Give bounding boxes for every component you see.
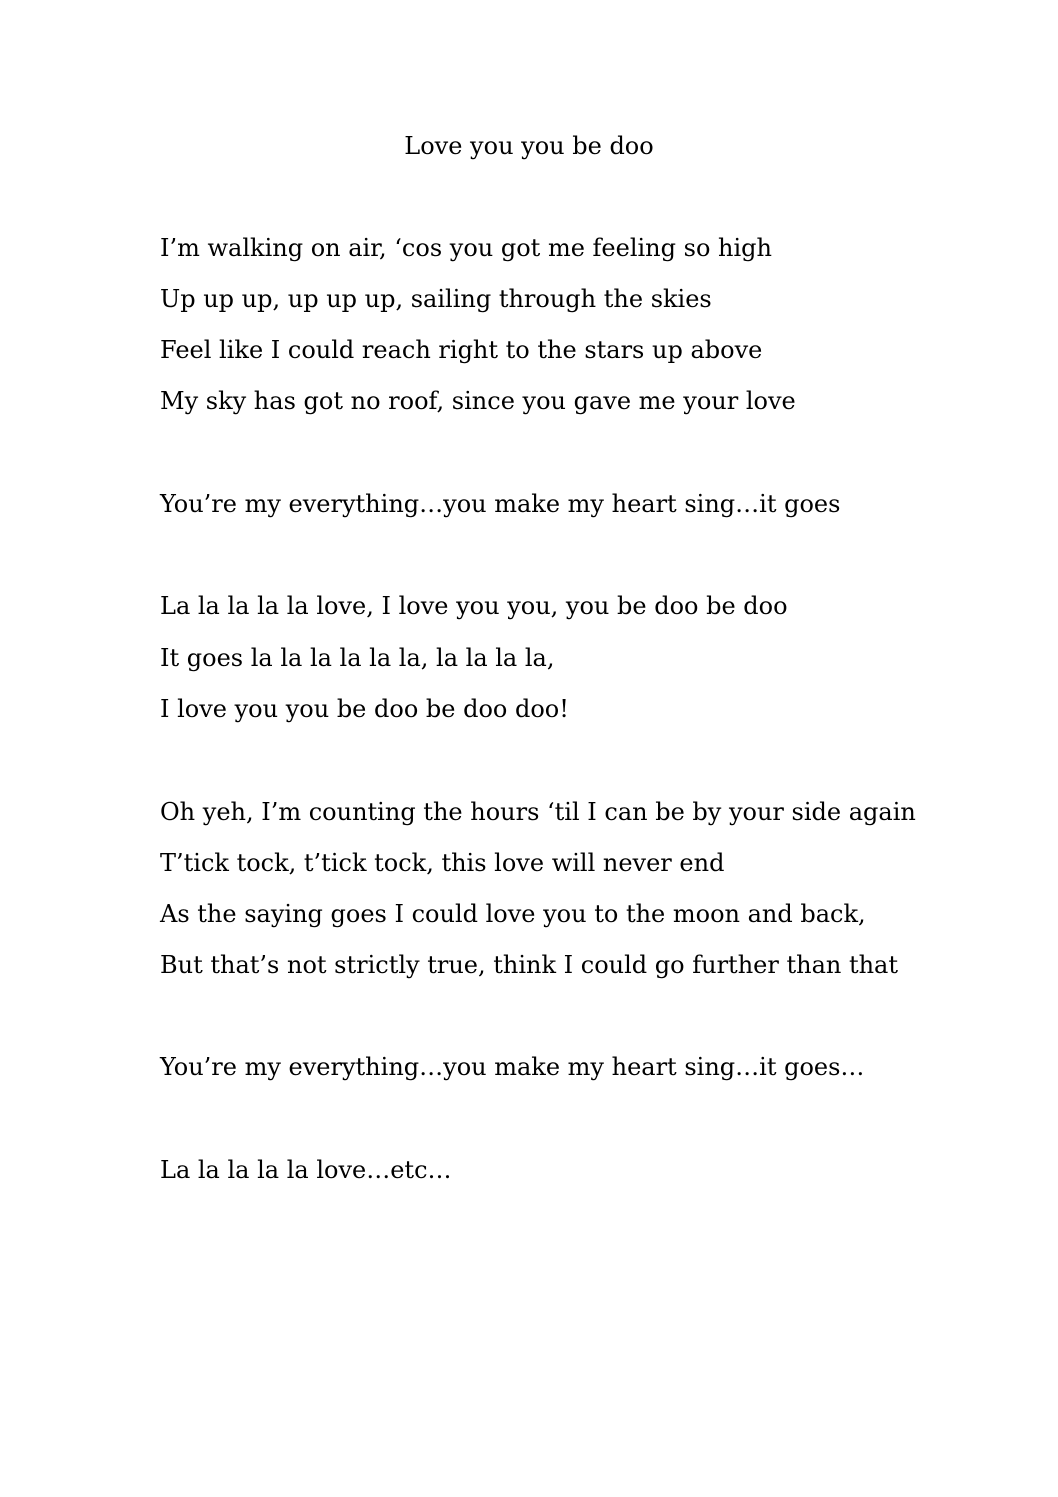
lyric-line: I’m walking on air, ‘cos you got me feeling so high bbox=[160, 234, 772, 262]
lyric-line: Oh yeh, I’m counting the hours ‘til I can be by your side again bbox=[160, 798, 916, 826]
lyric-line: T’tick tock, t’tick tock, this love will never end bbox=[160, 849, 725, 877]
lyric-line: Up up up, up up up, sailing through the skies bbox=[160, 285, 712, 313]
lyric-line: You’re my everything…you make my heart sing…it goes bbox=[160, 490, 841, 518]
lyric-line: It goes la la la la la la, la la la la, bbox=[160, 644, 555, 672]
lyric-line: You’re my everything…you make my heart sing…it goes… bbox=[160, 1053, 865, 1081]
lyric-line: As the saying goes I could love you to the moon and back, bbox=[160, 900, 866, 928]
lyric-line: I love you you be doo be doo doo! bbox=[160, 695, 569, 723]
song-title: Love you you be doo bbox=[404, 132, 654, 160]
lyric-line: Feel like I could reach right to the stars up above bbox=[160, 336, 763, 364]
lyric-line: My sky has got no roof, since you gave me your love bbox=[160, 387, 796, 415]
lyric-line: But that’s not strictly true, think I could go further than that bbox=[160, 951, 899, 979]
lyric-line: La la la la la love, I love you you, you be doo be doo bbox=[160, 592, 788, 620]
lyric-line: La la la la la love…etc… bbox=[160, 1156, 452, 1184]
